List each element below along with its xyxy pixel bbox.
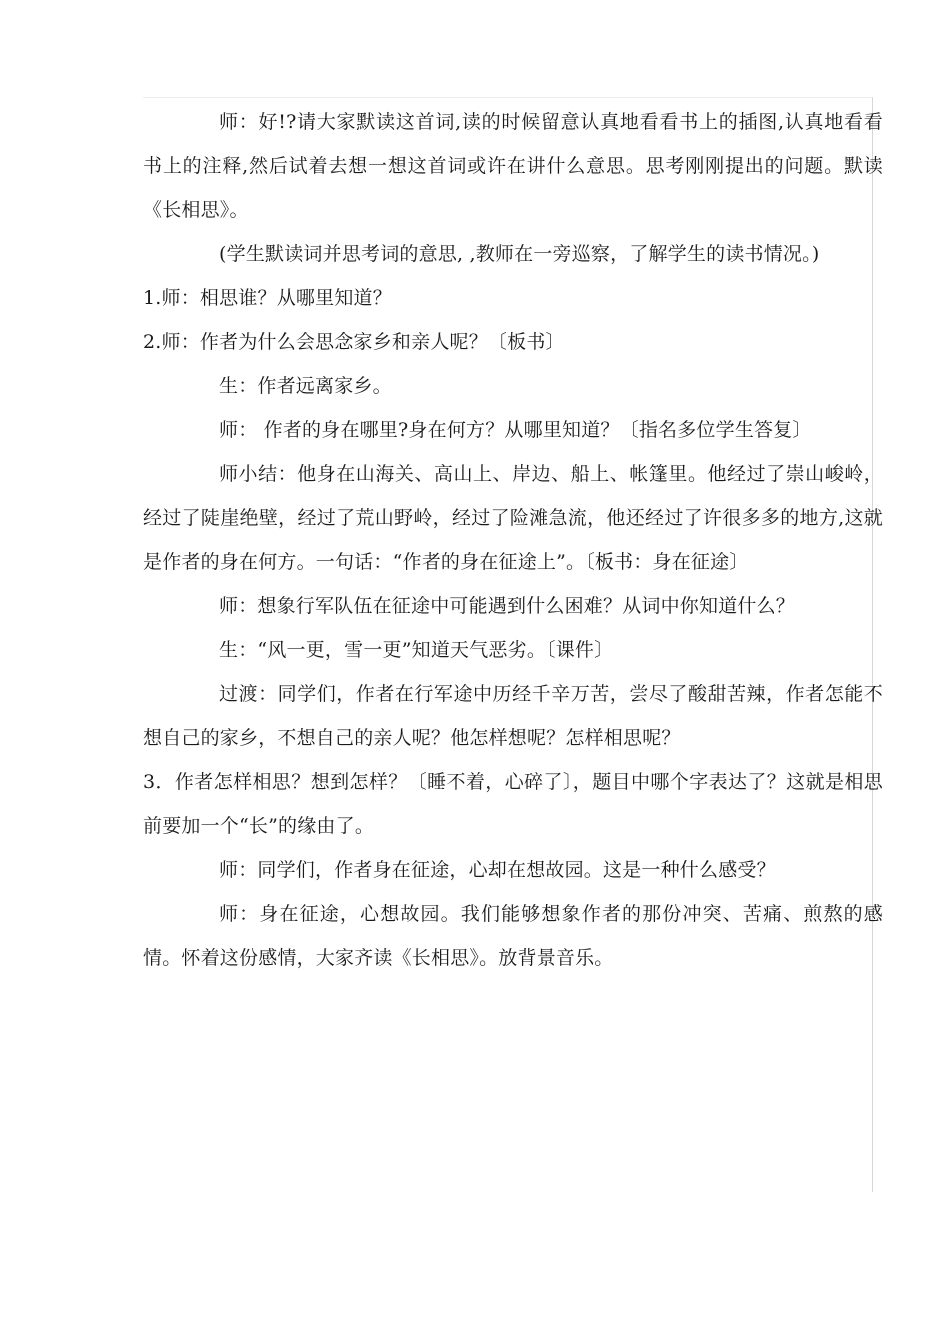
- paragraph: 3．作者怎样相思？想到怎样？〔睡不着，心碎了〕，题目中哪个字表达了？这就是相思前要加一个“长”的缘由了。: [143, 771, 883, 837]
- paragraph: 师：身在征途，心想故园。我们能够想象作者的那份冲突、苦痛、煎熬的感情。怀着这份感情，大家齐读《长相思》。放背景音乐。: [143, 903, 883, 969]
- paragraph: 2.师：作者为什么会思念家乡和亲人呢？〔板书〕: [143, 331, 565, 353]
- paragraph: 师小结：他身在山海关、高山上、岸边、船上、帐篷里。他经过了崇山峻岭，经过了陡崖绝壁，经过了荒山野岭，经过了险滩急流，他还经过了许很多多的地方,这就是作者的身在何方。一句话：“作者的身在征途上”。〔板书：身在征途〕: [143, 463, 883, 573]
- paragraph: (学生默读词并思考词的意思, ,教师在一旁巡察，了解学生的读书情况。): [219, 243, 820, 265]
- document-body: [143, 100, 883, 980]
- paragraph: 师： 作者的身在哪里?身在何方？从哪里知道？〔指名多位学生答复〕: [219, 419, 812, 441]
- paragraph: 1.师：相思谁？从哪里知道？: [143, 287, 392, 309]
- paragraph: 师：好!?请大家默读这首词,读的时候留意认真地看看书上的插图,认真地看看书上的注释,然后试着去想一想这首词或许在讲什么意思。思考刚刚提出的问题。默读《长相思》。: [143, 111, 883, 221]
- paragraph: 师：想象行军队伍在征途中可能遇到什么困难？从词中你知道什么？: [219, 595, 796, 617]
- paragraph: 生：“风一更，雪一更”知道天气恶劣。〔课件〕: [219, 639, 614, 661]
- paragraph: 师：同学们，作者身在征途，心却在想故园。这是一种什么感受？: [219, 859, 776, 881]
- paragraph: 生：作者远离家乡。: [219, 375, 392, 397]
- paragraph: 过渡：同学们，作者在行军途中历经千辛万苦，尝尽了酸甜苦辣，作者怎能不想自己的家乡，不想自己的亲人呢？他怎样想呢？怎样相思呢？: [143, 683, 883, 749]
